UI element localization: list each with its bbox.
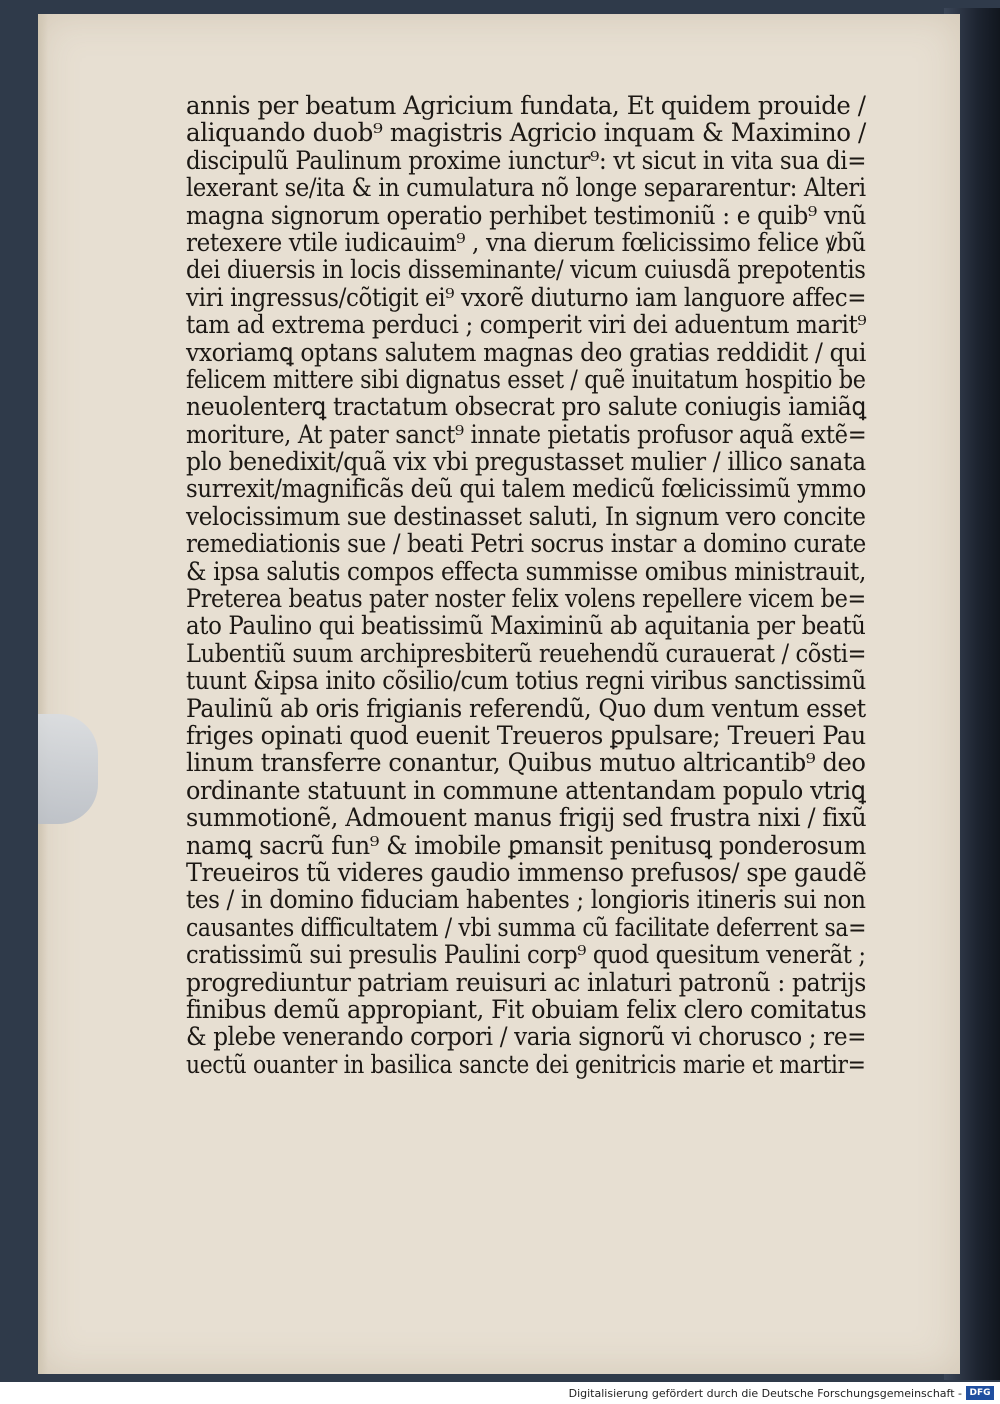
text-line: remediationis sue / beati Petri socrus instar a domino curate	[186, 529, 866, 559]
text-line: plo benedixit/quã vix vbi pregustasset mulier / illico sanata	[186, 447, 866, 477]
text-line: tuunt &ipsa inito cõsilio/cum totius regni viribus sanctissimũ	[186, 666, 866, 696]
text-line: & ipsa salutis compos effecta summisse omibus ministrauit,	[186, 556, 866, 586]
text-line: felicem mittere sibi dignatus esset / quẽ inuitatum hospitio be	[186, 364, 866, 394]
text-line: progrediuntur patriam reuisuri ac inlaturi patronũ : patrijs	[186, 967, 866, 997]
text-line: Paulinũ ab oris frigianis referendũ, Quo dum ventum esset	[186, 693, 866, 723]
text-line: friges opinati quod euenit Treueros ꝑpulsare; Treueri Pau	[186, 720, 866, 750]
text-line: tam ad extrema perduci ; comperit viri dei aduentum marit⁹	[186, 310, 867, 340]
text-line: Lubentiũ suum archipresbiterũ reuehendũ curauerat / cõsti=	[186, 638, 867, 668]
text-line: magna signorum operatio perhibet testimoniũ : e quib⁹ vnũ	[186, 200, 866, 230]
text-line: cratissimũ sui presulis Paulini corp⁹ quod quesitum venerãt ;	[186, 940, 866, 970]
dfg-logo: DFG	[966, 1386, 994, 1400]
text-line: moriture, At pater sanct⁹ innate pietatis profusor aquã extẽ=	[186, 419, 867, 449]
text-line: namꝗ sacrũ fun⁹ & imobile ꝑmansit penitusꝗ ponderosum	[186, 830, 866, 860]
text-line: retexere vtile iudicauim⁹ , vna dierum fœlicissimo felice ꝟbũ	[186, 227, 866, 257]
text-line: lexerant se/ita & in cumulatura nõ longe separarentur: Alteri	[186, 173, 866, 203]
text-line: Treueiros tũ videres gaudio immenso prefusos/ spe gaudẽ	[186, 857, 867, 887]
text-line: velocissimum sue destinasset saluti, In signum vero concite	[186, 501, 866, 531]
text-line: aliquando duob⁹ magistris Agricio inquam & Maximino /	[186, 118, 866, 148]
text-line: vxoriamꝗ optans salutem magnas deo gratias reddidit / qui	[186, 337, 867, 367]
text-line: dei diuersis in locis disseminante/ vicum cuiusdã prepotentis	[186, 255, 866, 285]
text-line: Preterea beatus pater noster felix volens repellere vicem be=	[186, 584, 866, 614]
footer-bar	[0, 1382, 1000, 1404]
text-line: tes / in domino fiduciam habentes ; longioris itineris sui non	[186, 885, 866, 915]
text-line: annis per beatum Agricium fundata, Et quidem prouide /	[186, 91, 866, 120]
text-line: discipulũ Paulinum proxime iunctur⁹: vt sicut in vita sua di=	[186, 145, 867, 175]
text-line: finibus demũ appropiant, Fit obuiam felix clero comitatus	[186, 994, 867, 1024]
text-line: & plebe venerando corpori / varia signorũ vi chorusco ; re=	[186, 1022, 867, 1052]
text-line: ato Paulino qui beatissimũ Maximinũ ab aquitania per beatũ	[186, 611, 866, 641]
page-fold	[38, 714, 98, 824]
text-line: neuolenterꝗ tractatum obsecrat pro salute coniugis iamiãꝗ	[186, 392, 866, 422]
printed-text-block	[186, 92, 866, 1078]
text-line: uectũ ouanter in basilica sancte dei genitricis marie et martir=	[186, 1049, 866, 1079]
text-line: ordinante statuunt in commune attentandam populo vtriꝗ	[186, 775, 866, 805]
funding-credit: Digitalisierung gefördert durch die Deutsche Forschungsgemeinschaft -	[568, 1387, 962, 1400]
text-line: surrexit/magnificãs deũ qui talem medicũ fœlicissimũ ymmo	[186, 474, 866, 504]
text-line: linum transferre conantur, Quibus mutuo altricantib⁹ deo	[186, 748, 866, 778]
text-line: causantes difficultatem / vbi summa cũ facilitate deferrent sa=	[186, 912, 867, 942]
text-line: summotionẽ, Admouent manus frigij sed frustra nixi / fixũ	[186, 803, 867, 833]
text-line: viri ingressus/cõtigit ei⁹ vxorẽ diuturno iam languore affec=	[186, 282, 867, 312]
